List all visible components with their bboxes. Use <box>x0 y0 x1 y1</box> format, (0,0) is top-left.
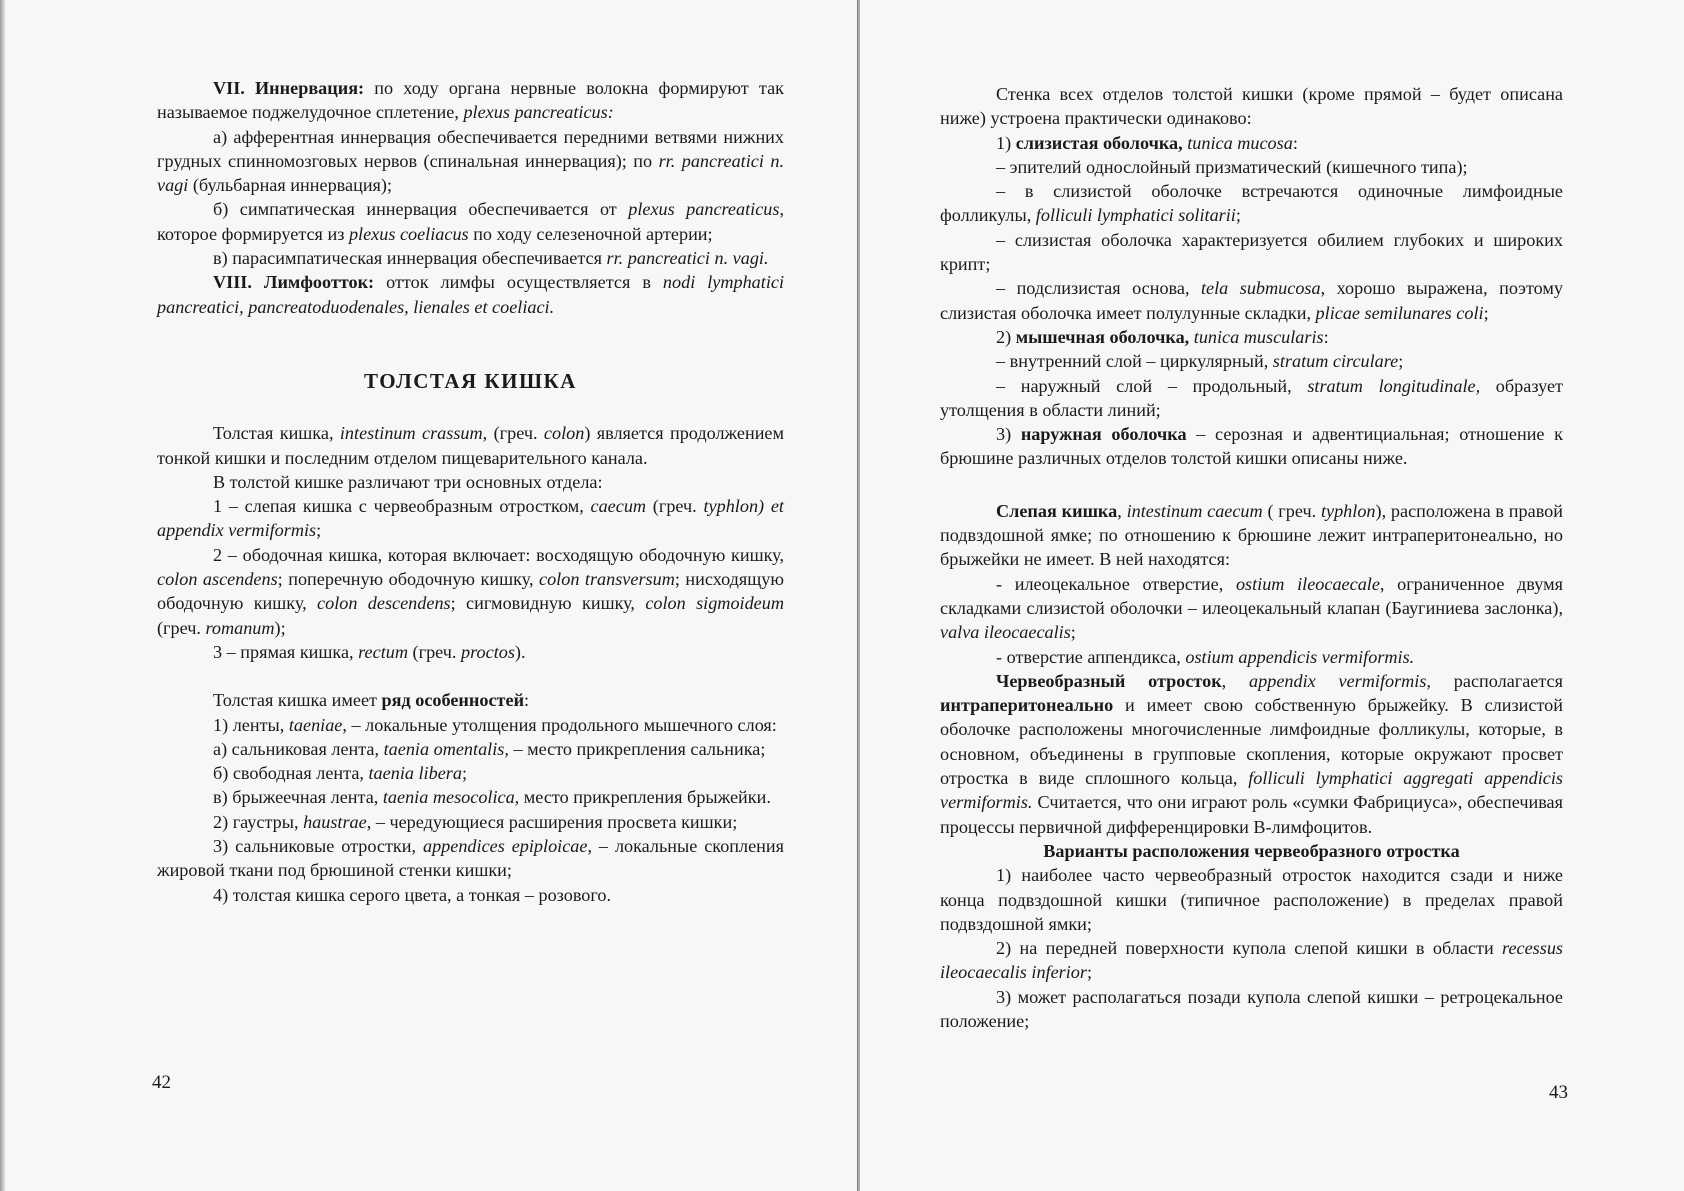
list-item-submucosa: – подслизистая основа, tela submucosa, хорошо выражена, поэтому слизистая оболочка имеет полулунные складки, plicae semilunares coli; <box>940 278 1564 323</box>
paragraph-lymph: VIII. Лимфоотток: отток лимфы осуществляется в nodi lymphatici pancreatici, pancreatoduodenales, lienales et coeliaci. <box>157 272 784 317</box>
left-text-column <box>157 76 784 907</box>
list-item-taenia-omentalis: а) сальниковая лента, taenia omentalis, – место прикрепления сальника; <box>213 738 766 759</box>
page-number-left: 42 <box>152 1072 171 1093</box>
right-page <box>860 0 1684 1191</box>
list-item-haustrae: 2) гаустры, haustrae, – чередующиеся расширения просвета кишки; <box>213 811 738 832</box>
right-text-column <box>940 82 1563 1033</box>
list-item-epithelium: – эпителий однослойный призматический (кишечного типа); <box>996 156 1468 177</box>
list-item-colon: 2 – ободочная кишка, которая включает: восходящую ободочную кишку, colon ascendens; поперечную ободочную кишку, colon transversum; нисходящую ободочную кишку, colon descendens; сигмовидную кишку, colon sigmoideum (греч. romanum); <box>157 544 784 638</box>
list-item-crypts: – слизистая оболочка характеризуется обилием глубоких и широких крипт; <box>940 229 1563 275</box>
list-item-taenia-libera: б) свободная лента, taenia libera; <box>213 763 468 784</box>
paragraph-caecum: Слепая кишка, intestinum caecum ( греч. typhlon), расположена в правой подвздошной ямке; по отношению к брюшине лежит интраперитонеально, но брыжейки не имеет. В ней находятся: <box>940 500 1563 570</box>
list-item-serosa: 3) наружная оболочка – серозная и адвентициальная; отношение к брюшине различных отделов толстой кишки описаны ниже. <box>940 424 1564 469</box>
list-item-mucosa: 1) слизистая оболочка, tunica mucosa: <box>996 132 1298 153</box>
paragraph-innervation: VII. Иннервация: по ходу органа нервные волокна формируют так называемое поджелудочное сплетение, plexus pancreaticus: <box>157 78 784 123</box>
paragraph-parasympathetic: в) парасимпатическая иннервация обеспечивается rr. pancreatici n. vagi. <box>213 248 769 269</box>
list-item-muscularis: 2) мышечная оболочка, tunica muscularis: <box>996 326 1329 347</box>
paragraph-afferent: а) афферентная иннервация обеспечивается передними ветвями нижних грудных спинномозговых нервов (спинальная иннервация); по rr. pancreatici n. vagi (бульбарная иннервация); <box>157 126 784 196</box>
paragraph-features: Толстая кишка имеет ряд особенностей: <box>213 690 530 711</box>
list-item-position-3: 3) может располагаться позади купола слепой кишки – ретроцекальное положение; <box>940 986 1563 1031</box>
paragraph-sympathetic: б) симпатическая иннервация обеспечивается от plexus pancreaticus, которое формируется из plexus coeliacus по ходу селезеночной артерии; <box>157 199 784 244</box>
list-item-rectum: 3 – прямая кишка, rectum (греч. proctos). <box>213 641 526 662</box>
list-item-position-2: 2) на передней поверхности купола слепой кишки в области recessus ileocaecalis inferior; <box>940 938 1563 983</box>
list-item-follicles: – в слизистой оболочке встречаются одиночные лимфоидные фолликулы, folliculi lymphatici solitarii; <box>940 181 1563 226</box>
list-item-position-1: 1) наиболее часто червеобразный отросток находится сзади и ниже конца подвздошной кишки (типичное расположение) в пределах правой подвздошной ямки; <box>940 865 1563 934</box>
list-item-taenia-mesocolica: в) брыжеечная лента, taenia mesocolica, место прикрепления брыжейки. <box>213 787 771 808</box>
paragraph-appendix: Червеобразный отросток, appendix vermiformis, располагается интраперитонеально и имеет свою собственную брыжейку. В слизистой оболочке расположены многочисленные лимфоидные фолликулы, которые, в основном, объединены в групповые скопления, которые окружают просвет отростка в виде сплошного кольца, folliculi lymphatici aggregati appendicis vermiformis. Считается, что они играют роль «сумки Фабрициуса», обеспечивая процессы первичной дифференцировки В-лимфоцитов. <box>940 670 1563 837</box>
list-item-appendices: 3) сальниковые отростки, appendices epiploicae, – локальные скопления жировой ткани под брюшиной стенки кишки; <box>157 836 785 881</box>
list-item-taeniae: 1) ленты, taeniae, – локальные утолщения продольного мышечного слоя: <box>213 714 777 735</box>
list-item-ileocaecal-orifice: - илеоцекальное отверстие, ostium ileocaecale, ограниченное двумя складками слизистой оболочки – илеоцекальный клапан (Баугиниева заслонка), valva ileocaecalis; <box>940 573 1563 643</box>
list-item-color: 4) толстая кишка серого цвета, а тонкая – розового. <box>213 884 612 905</box>
left-edge-shadow <box>0 0 6 1191</box>
list-item-outer-layer: – наружный слой – продольный, stratum longitudinale, образует утолщения в области линий; <box>940 375 1563 420</box>
list-item-inner-layer: – внутренний слой – циркулярный, stratum circulare; <box>996 351 1404 372</box>
list-item-appendix-orifice: - отверстие аппендикса, ostium appendicis vermiformis. <box>996 646 1415 667</box>
paragraph-divisions: В толстой кишке различают три основных отдела: <box>213 471 603 492</box>
page-number-right: 43 <box>1549 1082 1568 1103</box>
list-item-caecum: 1 – слепая кишка с червеобразным отростком, caecum (греч. typhlon) et appendix vermiformis; <box>157 496 784 541</box>
section-title: ТОЛСТАЯ КИШКА <box>364 368 577 393</box>
subheading-appendix-positions: Варианты расположения червеобразного отростка <box>1043 840 1460 861</box>
paragraph-wall-structure: Стенка всех отделов толстой кишки (кроме прямой – будет описана ниже) устроена практически одинаково: <box>940 84 1563 129</box>
paragraph-colon-intro: Толстая кишка, intestinum crassum, (греч. colon) является продолжением тонкой кишки и последним отделом пищеварительного канала. <box>157 423 785 468</box>
